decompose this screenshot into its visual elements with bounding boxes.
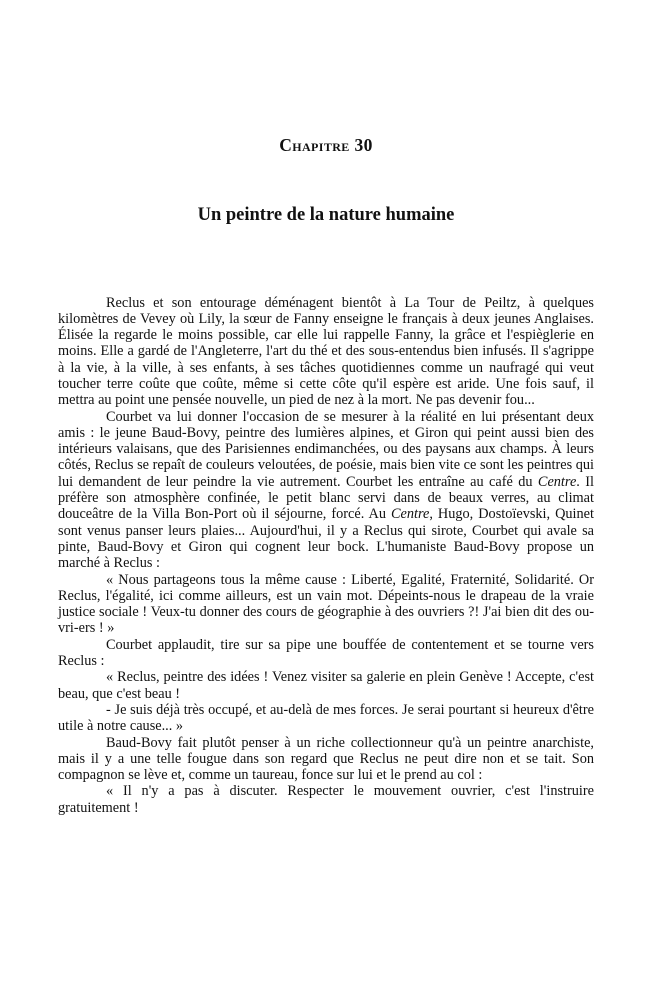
chapter-title: Un peintre de la nature humaine	[197, 205, 455, 226]
italic-term: Centre	[390, 506, 430, 523]
paragraph: - Je suis déjà très occupé, et au-delà de mes forces. Je serai pourtant si heureux d'être utile à notre cause... »	[58, 701, 594, 735]
italic-term: Centre	[537, 473, 577, 490]
page-content	[58, 0, 594, 816]
paragraph: Courbet va lui donner l'occasion de se mesurer à la réalité en lui présentant deux amis : le jeune Baud-Bovy, peintre des lumières alpines, et Giron qui peint aussi bien des intérieurs valaisans, que des Parisiennes endimanchées, ou des paysans aux champs. À leurs côtés, Reclus se repaît de couleurs veloutées, de poésie, mais bien vite ce sont les peintres qui lui demandent de leur peindre la vie autrement. Courbet les entraîne au café du Centre. Il préfère son atmosphère confinée, le petit blanc servi dans de beaux verres, au climat douceâtre de la Villa Bon-Port où il séjourne, forcé. Au Centre, Hugo, Dostoïevski, Quinet sont venus panser leurs plaies... Aujourd'hui, il y a Reclus qui sirote, Courbet qui avale sa pinte, Baud-Bovy et Giron qui cognent leur bock. L'humaniste Baud-Bovy propose un marché à Reclus :	[58, 408, 594, 572]
paragraph: « Nous partageons tous la même cause : Liberté, Egalité, Fraternité, Solidarité. Or Reclus, l'égalité, ici comme ailleurs, est un vain mot. Dépeints-nous le drapeau de la vraie justice sociale ! Veux-tu donner des cours de géographie à des ouvriers ?! J'ai bien dit des ou-vri-ers ! »	[58, 571, 594, 637]
paragraph: « Il n'y a pas à discuter. Respecter le mouvement ouvrier, c'est l'instruire gratuitement !	[58, 783, 594, 816]
paragraph: Courbet applaudit, tire sur sa pipe une bouffée de contentement et se tourne vers Reclus :	[58, 636, 594, 670]
paragraph: « Reclus, peintre des idées ! Venez visiter sa galerie en plein Genève ! Accepte, c'est beau, que c'est beau !	[58, 669, 594, 702]
body-text	[58, 227, 594, 817]
paragraph: Reclus et son entourage déménagent bientôt à La Tour de Peiltz, à quelques kilomètres de Vevey où Lily, la sœur de Fanny enseigne le français à deux jeunes Anglaises. Élisée la regarde le moins possible, car elle lui rappelle Fanny, la grâce et l'espièglerie en moins. Elle a gardé de l'Angleterre, l'art du thé et des sous-entendus bien infusés. Il s'agrippe à la vie, à la ville, à ses enfants, à ses tâches quotidiennes comme un naufragé qui veut toucher terre coûte que coûte, même si cette côte qu'il espère est aride. Une fois sauf, il mettra au point une pensée nouvelle, un pied de nez à la mort. Ne pas devenir fou...	[58, 294, 594, 409]
paragraph: Baud-Bovy fait plutôt penser à un riche collectionneur qu'à un peintre anarchiste, mais il y a une telle fougue dans son regard que Reclus ne peut dire non et se tait. Son compagnon se lève et, comme un taureau, fonce sur lui et le prend au col :	[58, 734, 594, 784]
chapter-heading: Chapitre 30	[279, 135, 373, 155]
